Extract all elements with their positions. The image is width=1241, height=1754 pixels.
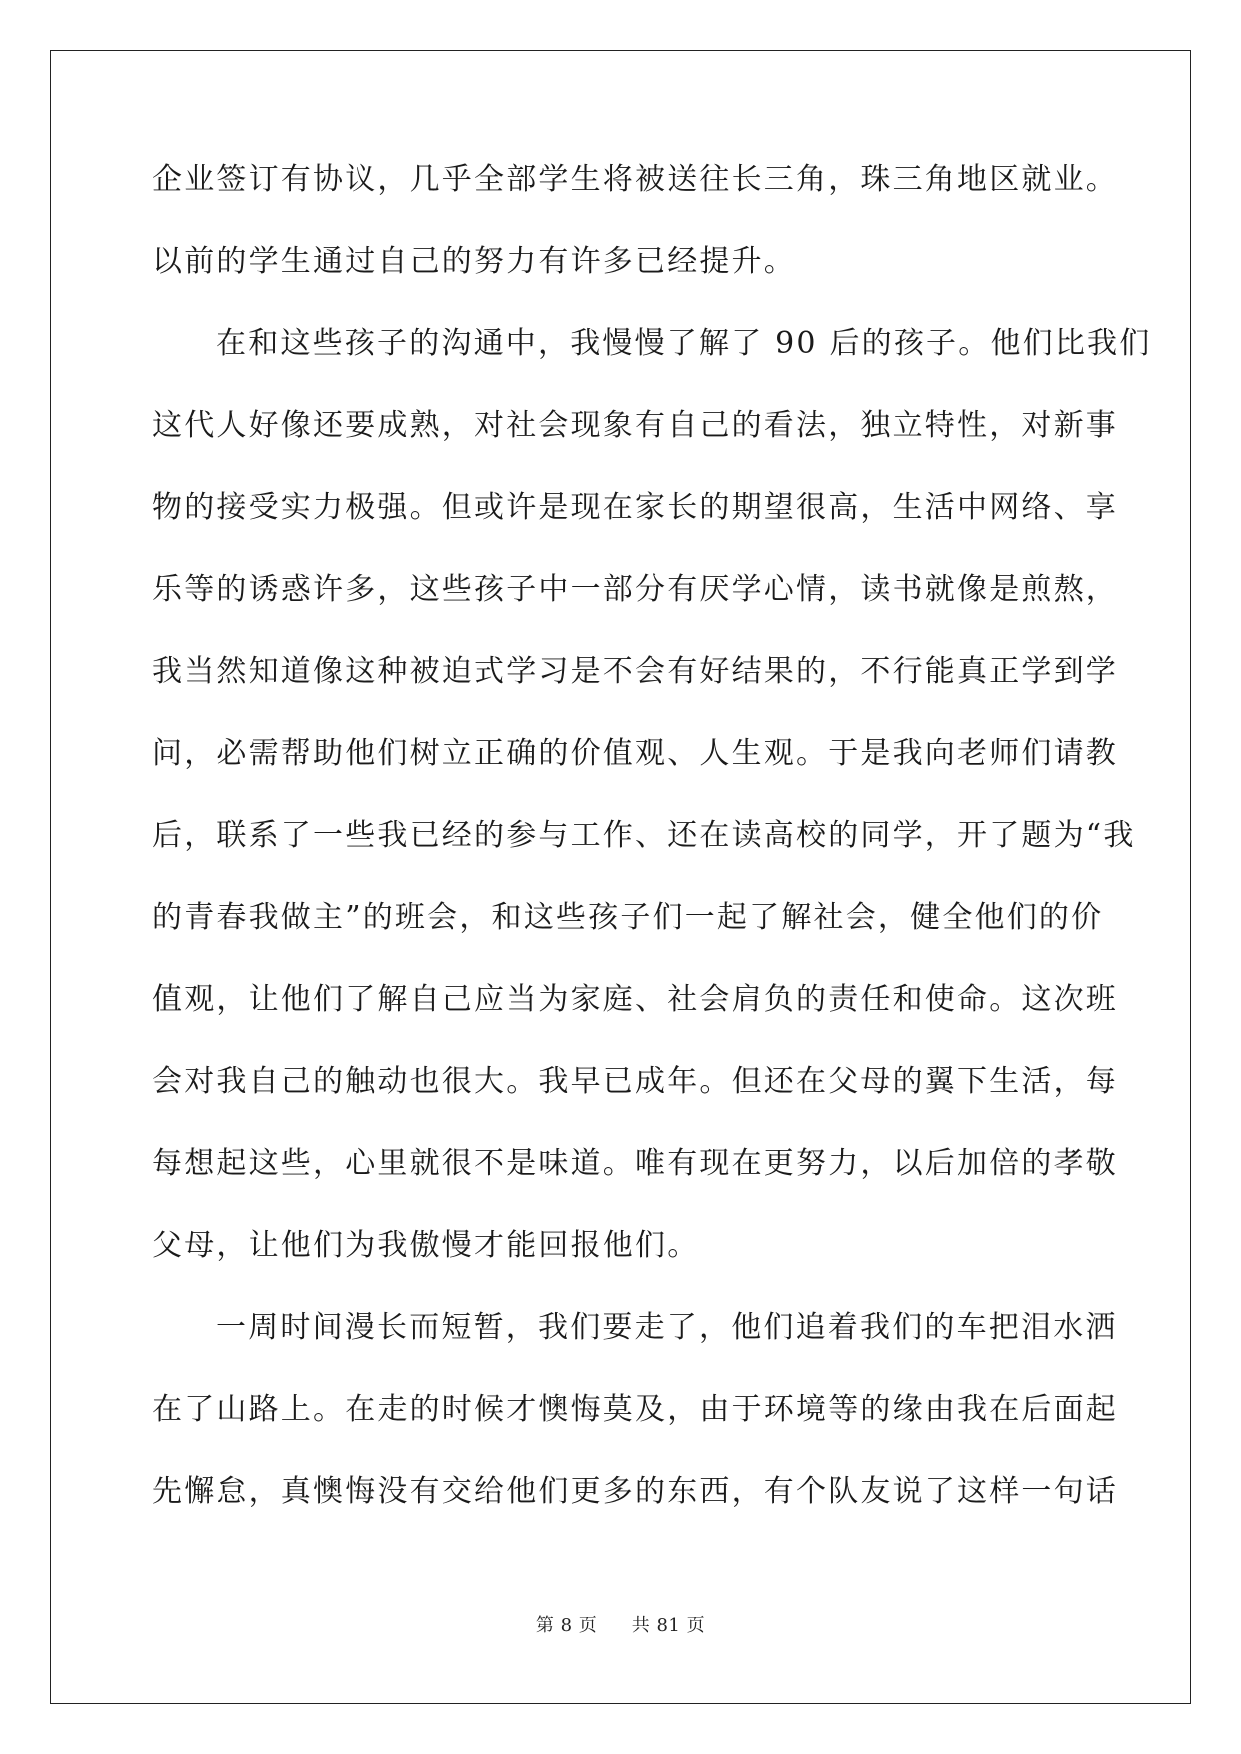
text-line: 会对我自己的触动也很大。我早已成年。但还在父母的翼下生活，每 — [152, 1064, 1118, 1099]
total-pages: 共 81 页 — [631, 1615, 706, 1636]
text-line: 在了山路上。在走的时候才懊悔莫及，由于环境等的缘由我在后面起 — [152, 1392, 1118, 1427]
document-body — [152, 160, 1152, 1554]
text-line: 后，联系了一些我已经的参与工作、还在读高校的同学，开了题为“我 — [152, 818, 1136, 853]
paragraph-start-line: 一周时间漫长而短暂，我们要走了，他们追着我们的车把泪水洒 — [216, 1310, 1118, 1345]
page-footer — [0, 1611, 1241, 1637]
text-line: 物的接受实力极强。但或许是现在家长的期望很高，生活中网络、享 — [152, 490, 1118, 525]
text-line: 父母，让他们为我傲慢才能回报他们。 — [152, 1228, 700, 1263]
text-line: 以前的学生通过自己的努力有许多已经提升。 — [152, 244, 796, 279]
text-line: 每想起这些，心里就很不是味道。唯有现在更努力，以后加倍的孝敬 — [152, 1146, 1118, 1181]
text-line: 的青春我做主”的班会，和这些孩子们一起了解社会，健全他们的价 — [152, 900, 1104, 935]
page-number: 第 8 页 — [535, 1615, 598, 1636]
paragraph-start-line: 在和这些孩子的沟通中，我慢慢了解了 90 后的孩子。他们比我们 — [216, 326, 1152, 361]
text-line: 乐等的诱惑许多，这些孩子中一部分有厌学心情，读书就像是煎熬， — [152, 572, 1118, 607]
text-line: 这代人好像还要成熟，对社会现象有自己的看法，独立特性，对新事 — [152, 408, 1118, 443]
text-line: 问，必需帮助他们树立正确的价值观、人生观。于是我向老师们请教 — [152, 736, 1118, 771]
text-line: 我当然知道像这种被迫式学习是不会有好结果的，不行能真正学到学 — [152, 654, 1118, 689]
text-line: 企业签订有协议，几乎全部学生将被送往长三角，珠三角地区就业。 — [152, 162, 1118, 197]
text-line: 先懈怠，真懊悔没有交给他们更多的东西，有个队友说了这样一句话 — [152, 1474, 1118, 1509]
text-line: 值观，让他们了解自己应当为家庭、社会肩负的责任和使命。这次班 — [152, 982, 1118, 1017]
